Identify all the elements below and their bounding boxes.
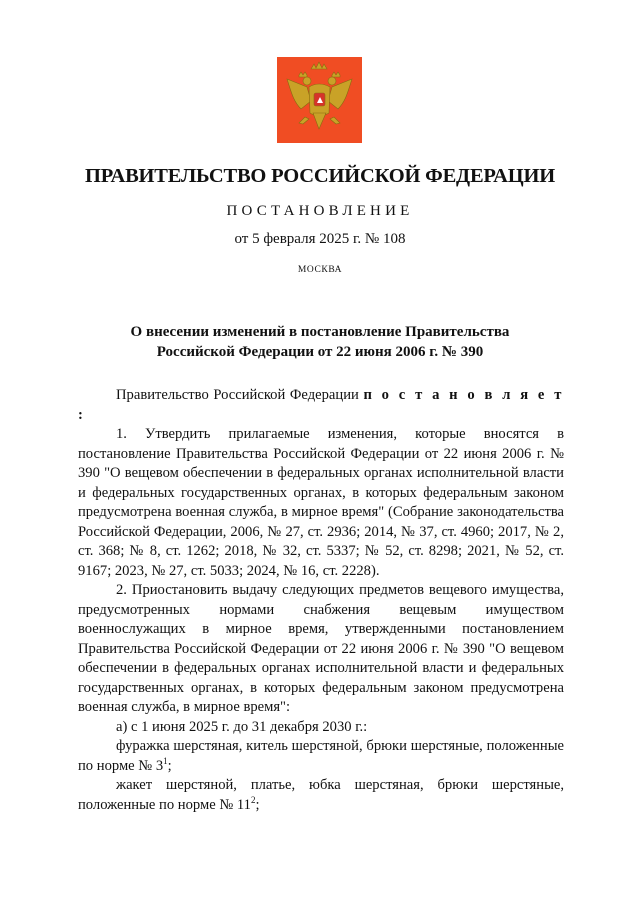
paragraph-5 — [78, 776, 564, 815]
title-line-2: Российской Федерации от 22 июня 2006 г. № 390 — [156, 344, 484, 360]
paragraph-3: а) с 1 июня 2025 г. до 31 декабря 2030 г.: — [116, 718, 368, 735]
document-type: ПОСТАНОВЛЕНИЕ — [226, 203, 414, 219]
document-title — [0, 322, 640, 362]
paragraph-4-end: ; — [167, 757, 172, 774]
intro-paragraph — [78, 386, 564, 425]
paragraph-1: 1. Утвердить прилагаемые изменения, которые вносятся в постановление Правительства Российской Федерации от 22 июня 2006 г. № 390 "О вещевом обеспечении в федеральных органах исполнительной власти и федеральных государственных органах, в которых федеральным законом предусмотрена военная служба, в мирное время" (Собрание законодательства Российской Федерации, 2006, № 27, ст. 2936; 2014, № 37, ст. 4960; 2017, № 2, ст. 368; № 8, ст. 1262; 2018, № 32, ст. 5337; № 52, ст. 8298; 2021, № 52, ст. 9167; 2023, № 27, ст. 5033; 2024, № 16, ст. 2228). — [78, 426, 564, 579]
paragraph-4 — [78, 737, 564, 776]
document-city: МОСКВА — [297, 265, 343, 275]
paragraph-5-end: ; — [255, 796, 260, 813]
title-line-1: О внесении изменений в постановление Правительства — [130, 324, 510, 340]
coat-of-arms-emblem — [277, 57, 362, 143]
government-heading: ПРАВИТЕЛЬСТВО РОССИЙСКОЙ ФЕДЕРАЦИИ — [85, 165, 555, 187]
footnote-ref-2: 2 — [250, 794, 256, 805]
document-date-number: от 5 февраля 2025 г. № 108 — [234, 231, 406, 247]
intro-prefix: Правительство Российской Федерации — [116, 387, 359, 403]
paragraph-2: 2. Приостановить выдачу следующих предметов вещевого имущества, предусмотренных нормами снабжения вещевым имуществом военнослужащих в мирное время, утвержденными постановлением Правительства Российской Федерации от 22 июня 2006 г. № 390 "О вещевом обеспечении в федеральных органах исполнительной власти и федеральных государственных органах, в которых федеральным законом предусмотрена военная служба, в мирное время": — [78, 582, 564, 715]
paragraph-4-text: фуражка шерстяная, китель шерстяной, брюки шерстяные, положенные по норме № 3 — [78, 738, 564, 774]
intro-verb: п о с т а н о в л я е т : — [78, 387, 564, 423]
footnote-ref-1: 1 — [163, 755, 168, 766]
paragraph-5-text: жакет шерстяной, платье, юбка шерстяная, брюки шерстяные, положенные по норме № 11 — [78, 777, 564, 813]
document-body — [78, 386, 564, 815]
